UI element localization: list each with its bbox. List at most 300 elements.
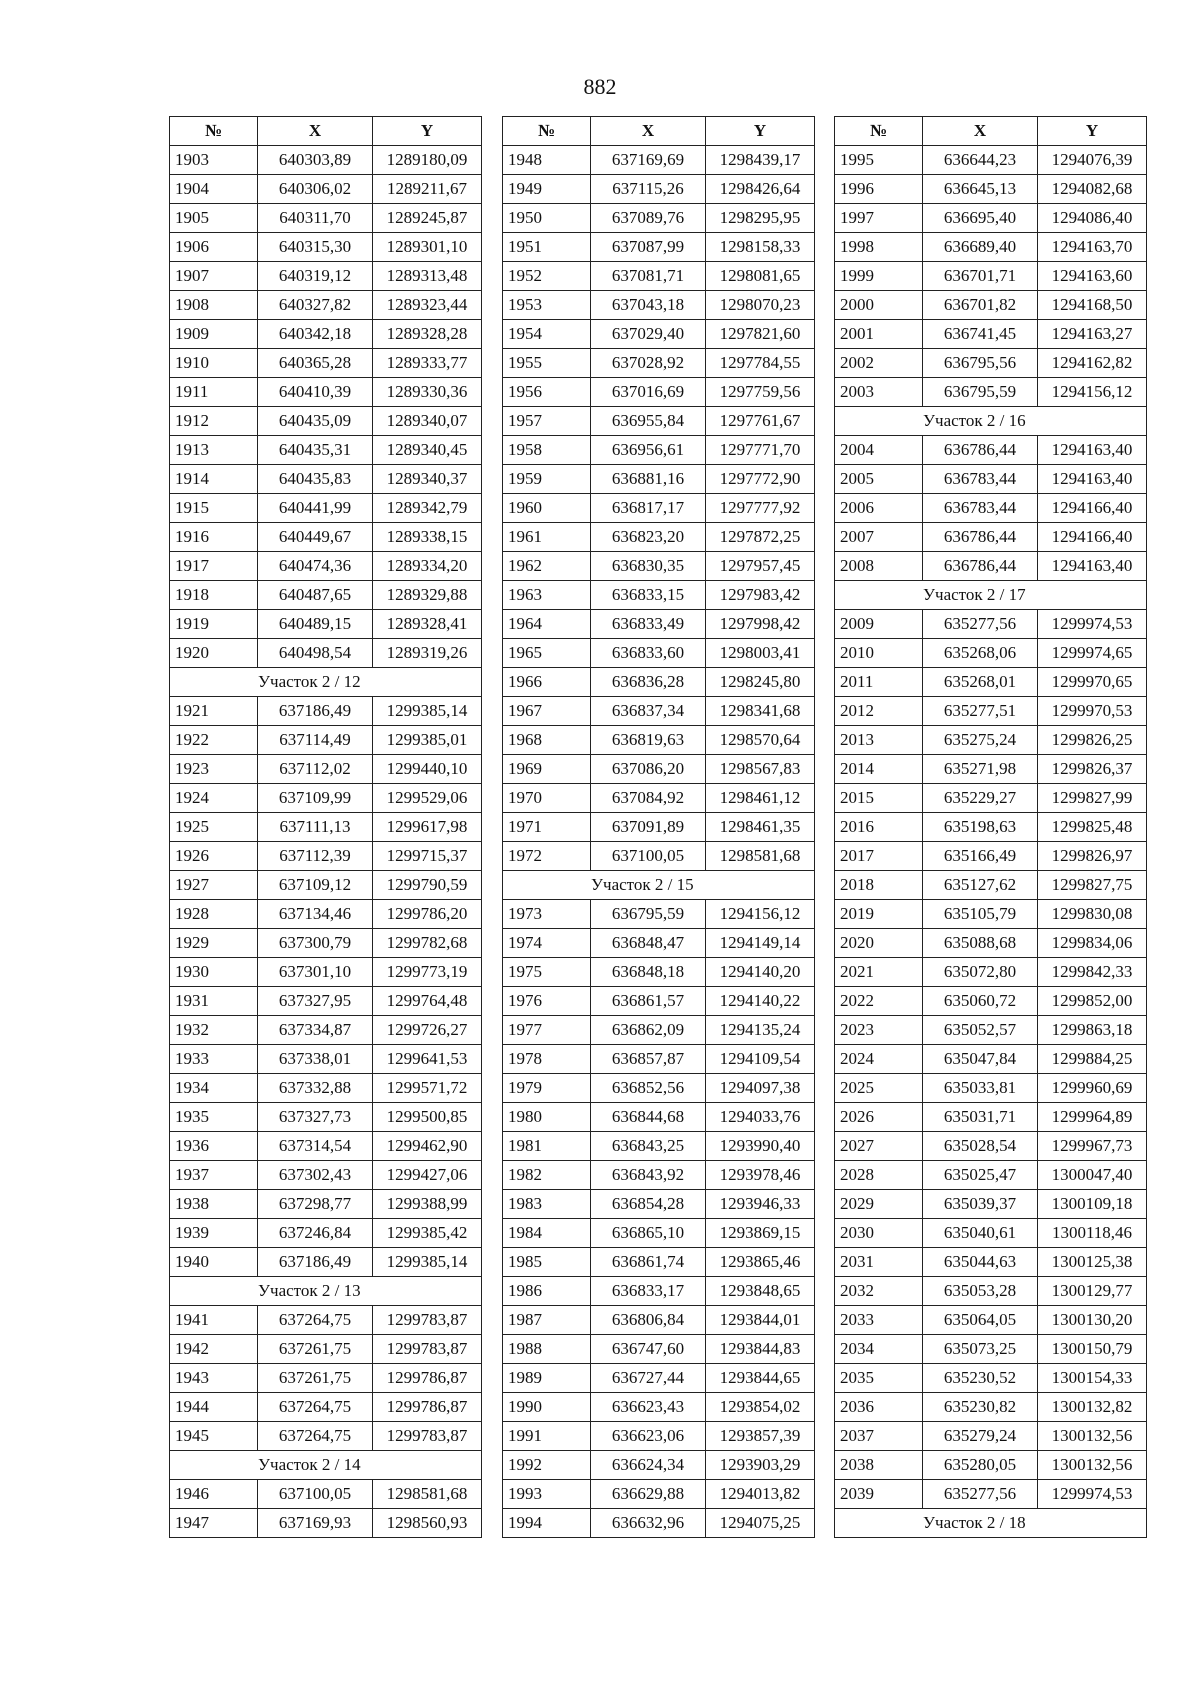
y-coordinate: 1297759,56	[706, 378, 815, 407]
point-number: 1979	[503, 1074, 591, 1103]
table-row	[503, 1480, 815, 1509]
x-coordinate: 640365,28	[258, 349, 373, 378]
table-row	[835, 552, 1147, 581]
point-number: 2003	[835, 378, 923, 407]
table-row	[835, 1074, 1147, 1103]
x-coordinate: 636727,44	[591, 1364, 706, 1393]
y-coordinate: 1298295,95	[706, 204, 815, 233]
y-coordinate: 1293844,83	[706, 1335, 815, 1364]
x-coordinate: 637327,95	[258, 987, 373, 1016]
table-row	[835, 1190, 1147, 1219]
point-number: 1916	[170, 523, 258, 552]
y-coordinate: 1298158,33	[706, 233, 815, 262]
table-row	[503, 1161, 815, 1190]
table-row	[503, 1219, 815, 1248]
table-row	[835, 1451, 1147, 1480]
y-coordinate: 1299827,75	[1038, 871, 1147, 900]
y-coordinate: 1294156,12	[706, 900, 815, 929]
y-coordinate: 1289313,48	[373, 262, 482, 291]
x-coordinate: 640327,82	[258, 291, 373, 320]
table-row	[170, 1335, 482, 1364]
table-row	[835, 813, 1147, 842]
point-number: 1997	[835, 204, 923, 233]
point-number: 2039	[835, 1480, 923, 1509]
table-row	[170, 233, 482, 262]
point-number: 1929	[170, 929, 258, 958]
point-number: 1960	[503, 494, 591, 523]
table-row	[835, 320, 1147, 349]
y-coordinate: 1299970,53	[1038, 697, 1147, 726]
point-number: 2023	[835, 1016, 923, 1045]
x-coordinate: 637112,39	[258, 842, 373, 871]
x-coordinate: 636786,44	[923, 552, 1038, 581]
y-coordinate: 1297872,25	[706, 523, 815, 552]
point-number: 2033	[835, 1306, 923, 1335]
x-coordinate: 636795,56	[923, 349, 1038, 378]
point-number: 1942	[170, 1335, 258, 1364]
point-number: 1937	[170, 1161, 258, 1190]
y-coordinate: 1299974,53	[1038, 1480, 1147, 1509]
table-row	[503, 1045, 815, 1074]
x-coordinate: 636795,59	[923, 378, 1038, 407]
table-row	[170, 1248, 482, 1277]
point-number: 1944	[170, 1393, 258, 1422]
point-number: 1919	[170, 610, 258, 639]
y-coordinate: 1294086,40	[1038, 204, 1147, 233]
table-row	[170, 987, 482, 1016]
x-coordinate: 637091,89	[591, 813, 706, 842]
point-number: 1986	[503, 1277, 591, 1306]
y-coordinate: 1294140,20	[706, 958, 815, 987]
x-coordinate: 635229,27	[923, 784, 1038, 813]
point-number: 2005	[835, 465, 923, 494]
section-row	[503, 871, 815, 900]
header-x: X	[591, 117, 706, 146]
point-number: 1914	[170, 465, 258, 494]
table-row	[503, 929, 815, 958]
table-row	[170, 291, 482, 320]
x-coordinate: 640489,15	[258, 610, 373, 639]
x-coordinate: 635268,06	[923, 639, 1038, 668]
y-coordinate: 1299773,19	[373, 958, 482, 987]
table-row	[170, 697, 482, 726]
table-row	[170, 175, 482, 204]
x-coordinate: 637261,75	[258, 1335, 373, 1364]
x-coordinate: 637334,87	[258, 1016, 373, 1045]
table-row	[503, 987, 815, 1016]
table-row	[503, 204, 815, 233]
table-row	[835, 639, 1147, 668]
point-number: 1967	[503, 697, 591, 726]
table-row	[835, 349, 1147, 378]
point-number: 2038	[835, 1451, 923, 1480]
x-coordinate: 635072,80	[923, 958, 1038, 987]
x-coordinate: 636857,87	[591, 1045, 706, 1074]
x-coordinate: 640441,99	[258, 494, 373, 523]
table-row	[170, 958, 482, 987]
x-coordinate: 636624,34	[591, 1451, 706, 1480]
y-coordinate: 1299842,33	[1038, 958, 1147, 987]
y-coordinate: 1298581,68	[373, 1480, 482, 1509]
table-row	[835, 842, 1147, 871]
x-coordinate: 636861,74	[591, 1248, 706, 1277]
point-number: 2022	[835, 987, 923, 1016]
point-number: 1983	[503, 1190, 591, 1219]
y-coordinate: 1299852,00	[1038, 987, 1147, 1016]
header-number: №	[503, 117, 591, 146]
point-number: 2024	[835, 1045, 923, 1074]
y-coordinate: 1298003,41	[706, 639, 815, 668]
point-number: 1908	[170, 291, 258, 320]
coordinates-table-3	[834, 116, 1147, 1538]
x-coordinate: 637109,99	[258, 784, 373, 813]
table-row	[835, 900, 1147, 929]
point-number: 1930	[170, 958, 258, 987]
point-number: 1924	[170, 784, 258, 813]
y-coordinate: 1299786,20	[373, 900, 482, 929]
y-coordinate: 1299500,85	[373, 1103, 482, 1132]
x-coordinate: 637261,75	[258, 1364, 373, 1393]
point-number: 1935	[170, 1103, 258, 1132]
point-number: 1996	[835, 175, 923, 204]
point-number: 2013	[835, 726, 923, 755]
x-coordinate: 637089,76	[591, 204, 706, 233]
y-coordinate: 1294156,12	[1038, 378, 1147, 407]
point-number: 1961	[503, 523, 591, 552]
header-y: Y	[1038, 117, 1147, 146]
x-coordinate: 635279,24	[923, 1422, 1038, 1451]
point-number: 1965	[503, 639, 591, 668]
x-coordinate: 640303,89	[258, 146, 373, 175]
x-coordinate: 640410,39	[258, 378, 373, 407]
header-number: №	[170, 117, 258, 146]
x-coordinate: 635277,56	[923, 1480, 1038, 1509]
point-number: 1987	[503, 1306, 591, 1335]
x-coordinate: 636701,82	[923, 291, 1038, 320]
y-coordinate: 1299385,01	[373, 726, 482, 755]
section-title: Участок 2 / 13	[170, 1277, 482, 1306]
y-coordinate: 1293857,39	[706, 1422, 815, 1451]
x-coordinate: 636689,40	[923, 233, 1038, 262]
table-row	[835, 1335, 1147, 1364]
table-row	[503, 1335, 815, 1364]
table-row	[170, 581, 482, 610]
y-coordinate: 1289301,10	[373, 233, 482, 262]
y-coordinate: 1298560,93	[373, 1509, 482, 1538]
table-row	[835, 494, 1147, 523]
x-coordinate: 636956,61	[591, 436, 706, 465]
y-coordinate: 1297761,67	[706, 407, 815, 436]
x-coordinate: 637114,49	[258, 726, 373, 755]
y-coordinate: 1289211,67	[373, 175, 482, 204]
point-number: 1906	[170, 233, 258, 262]
x-coordinate: 637100,05	[258, 1480, 373, 1509]
table-row	[835, 1364, 1147, 1393]
y-coordinate: 1289338,15	[373, 523, 482, 552]
point-number: 2027	[835, 1132, 923, 1161]
point-number: 1939	[170, 1219, 258, 1248]
table-row	[503, 1277, 815, 1306]
point-number: 1936	[170, 1132, 258, 1161]
x-coordinate: 636837,34	[591, 697, 706, 726]
x-coordinate: 640487,65	[258, 581, 373, 610]
section-row	[835, 407, 1147, 436]
x-coordinate: 640319,12	[258, 262, 373, 291]
table-row	[503, 552, 815, 581]
section-row	[170, 668, 482, 697]
table-row	[835, 436, 1147, 465]
table-row	[503, 262, 815, 291]
y-coordinate: 1294097,38	[706, 1074, 815, 1103]
point-number: 2007	[835, 523, 923, 552]
y-coordinate: 1300154,33	[1038, 1364, 1147, 1393]
point-number: 1984	[503, 1219, 591, 1248]
x-coordinate: 637081,71	[591, 262, 706, 291]
x-coordinate: 637100,05	[591, 842, 706, 871]
x-coordinate: 637302,43	[258, 1161, 373, 1190]
x-coordinate: 635105,79	[923, 900, 1038, 929]
x-coordinate: 640498,54	[258, 639, 373, 668]
point-number: 2006	[835, 494, 923, 523]
x-coordinate: 637111,13	[258, 813, 373, 842]
table-row	[835, 523, 1147, 552]
x-coordinate: 635073,25	[923, 1335, 1038, 1364]
table-row	[503, 291, 815, 320]
y-coordinate: 1299617,98	[373, 813, 482, 842]
point-number: 1922	[170, 726, 258, 755]
point-number: 1949	[503, 175, 591, 204]
y-coordinate: 1298570,64	[706, 726, 815, 755]
table-row	[835, 1045, 1147, 1074]
point-number: 2015	[835, 784, 923, 813]
point-number: 1910	[170, 349, 258, 378]
x-coordinate: 636786,44	[923, 523, 1038, 552]
x-coordinate: 635230,52	[923, 1364, 1038, 1393]
x-coordinate: 636747,60	[591, 1335, 706, 1364]
point-number: 2026	[835, 1103, 923, 1132]
point-number: 2008	[835, 552, 923, 581]
y-coordinate: 1299427,06	[373, 1161, 482, 1190]
y-coordinate: 1300150,79	[1038, 1335, 1147, 1364]
point-number: 2031	[835, 1248, 923, 1277]
point-number: 1938	[170, 1190, 258, 1219]
y-coordinate: 1294163,40	[1038, 552, 1147, 581]
point-number: 1954	[503, 320, 591, 349]
x-coordinate: 635230,82	[923, 1393, 1038, 1422]
y-coordinate: 1299967,73	[1038, 1132, 1147, 1161]
y-coordinate: 1289180,09	[373, 146, 482, 175]
point-number: 1988	[503, 1335, 591, 1364]
point-number: 1990	[503, 1393, 591, 1422]
x-coordinate: 637016,69	[591, 378, 706, 407]
y-coordinate: 1289323,44	[373, 291, 482, 320]
x-coordinate: 637298,77	[258, 1190, 373, 1219]
y-coordinate: 1299783,87	[373, 1306, 482, 1335]
point-number: 1972	[503, 842, 591, 871]
y-coordinate: 1298567,83	[706, 755, 815, 784]
point-number: 2017	[835, 842, 923, 871]
point-number: 2018	[835, 871, 923, 900]
x-coordinate: 635275,24	[923, 726, 1038, 755]
table-row	[503, 1306, 815, 1335]
point-number: 2036	[835, 1393, 923, 1422]
point-number: 1943	[170, 1364, 258, 1393]
table-row	[835, 668, 1147, 697]
x-coordinate: 637186,49	[258, 1248, 373, 1277]
point-number: 1976	[503, 987, 591, 1016]
y-coordinate: 1298341,68	[706, 697, 815, 726]
point-number: 1920	[170, 639, 258, 668]
table-row	[170, 871, 482, 900]
point-number: 1911	[170, 378, 258, 407]
table-row	[835, 262, 1147, 291]
x-coordinate: 636795,59	[591, 900, 706, 929]
y-coordinate: 1294163,27	[1038, 320, 1147, 349]
table-row	[835, 175, 1147, 204]
table-row	[170, 726, 482, 755]
y-coordinate: 1299385,14	[373, 697, 482, 726]
table-row	[170, 1422, 482, 1451]
y-coordinate: 1300132,56	[1038, 1451, 1147, 1480]
point-number: 1980	[503, 1103, 591, 1132]
y-coordinate: 1299641,53	[373, 1045, 482, 1074]
point-number: 1907	[170, 262, 258, 291]
table-row	[170, 1016, 482, 1045]
table-row	[503, 1248, 815, 1277]
x-coordinate: 635060,72	[923, 987, 1038, 1016]
table-row	[503, 146, 815, 175]
coordinates-table-1	[169, 116, 482, 1538]
y-coordinate: 1298461,35	[706, 813, 815, 842]
y-coordinate: 1293990,40	[706, 1132, 815, 1161]
table-row	[835, 204, 1147, 233]
y-coordinate: 1294033,76	[706, 1103, 815, 1132]
y-coordinate: 1297957,45	[706, 552, 815, 581]
point-number: 2000	[835, 291, 923, 320]
y-coordinate: 1293854,02	[706, 1393, 815, 1422]
table-row	[170, 523, 482, 552]
table-row	[503, 755, 815, 784]
y-coordinate: 1298245,80	[706, 668, 815, 697]
table-row	[170, 610, 482, 639]
point-number: 2030	[835, 1219, 923, 1248]
point-number: 1905	[170, 204, 258, 233]
x-coordinate: 640306,02	[258, 175, 373, 204]
point-number: 1904	[170, 175, 258, 204]
coordinates-table-2	[502, 116, 815, 1538]
header-y: Y	[706, 117, 815, 146]
y-coordinate: 1299764,48	[373, 987, 482, 1016]
point-number: 1928	[170, 900, 258, 929]
table-row	[503, 668, 815, 697]
section-row	[835, 1509, 1147, 1538]
table-row	[503, 1393, 815, 1422]
point-number: 1992	[503, 1451, 591, 1480]
point-number: 1998	[835, 233, 923, 262]
x-coordinate: 635277,51	[923, 697, 1038, 726]
point-number: 1982	[503, 1161, 591, 1190]
header-x: X	[258, 117, 373, 146]
y-coordinate: 1299786,87	[373, 1393, 482, 1422]
point-number: 1995	[835, 146, 923, 175]
table-row	[835, 1132, 1147, 1161]
table-row	[835, 1161, 1147, 1190]
point-number: 1941	[170, 1306, 258, 1335]
table-row	[503, 1509, 815, 1538]
point-number: 2010	[835, 639, 923, 668]
y-coordinate: 1299385,14	[373, 1248, 482, 1277]
y-coordinate: 1299960,69	[1038, 1074, 1147, 1103]
point-number: 1968	[503, 726, 591, 755]
table-row	[835, 726, 1147, 755]
table-row	[835, 1103, 1147, 1132]
x-coordinate: 637327,73	[258, 1103, 373, 1132]
y-coordinate: 1289319,26	[373, 639, 482, 668]
x-coordinate: 636830,35	[591, 552, 706, 581]
x-coordinate: 635127,62	[923, 871, 1038, 900]
x-coordinate: 640435,83	[258, 465, 373, 494]
point-number: 1956	[503, 378, 591, 407]
table-row	[170, 436, 482, 465]
table-row	[835, 784, 1147, 813]
y-coordinate: 1297998,42	[706, 610, 815, 639]
x-coordinate: 637338,01	[258, 1045, 373, 1074]
table-row	[835, 929, 1147, 958]
table-row	[503, 465, 815, 494]
x-coordinate: 636786,44	[923, 436, 1038, 465]
point-number: 1981	[503, 1132, 591, 1161]
y-coordinate: 1300125,38	[1038, 1248, 1147, 1277]
point-number: 1970	[503, 784, 591, 813]
table-row	[503, 784, 815, 813]
y-coordinate: 1293844,01	[706, 1306, 815, 1335]
point-number: 1955	[503, 349, 591, 378]
section-title: Участок 2 / 18	[835, 1509, 1147, 1538]
x-coordinate: 635271,98	[923, 755, 1038, 784]
table-row	[170, 842, 482, 871]
y-coordinate: 1299964,89	[1038, 1103, 1147, 1132]
x-coordinate: 637314,54	[258, 1132, 373, 1161]
y-coordinate: 1289328,41	[373, 610, 482, 639]
point-number: 1912	[170, 407, 258, 436]
y-coordinate: 1298461,12	[706, 784, 815, 813]
point-number: 2020	[835, 929, 923, 958]
table-row	[170, 465, 482, 494]
x-coordinate: 636844,68	[591, 1103, 706, 1132]
y-coordinate: 1294013,82	[706, 1480, 815, 1509]
y-coordinate: 1293865,46	[706, 1248, 815, 1277]
table-row	[835, 1248, 1147, 1277]
x-coordinate: 637028,92	[591, 349, 706, 378]
y-coordinate: 1297777,92	[706, 494, 815, 523]
y-coordinate: 1293978,46	[706, 1161, 815, 1190]
table-row	[503, 581, 815, 610]
point-number: 1940	[170, 1248, 258, 1277]
table-row	[170, 1364, 482, 1393]
x-coordinate: 635040,61	[923, 1219, 1038, 1248]
y-coordinate: 1289334,20	[373, 552, 482, 581]
point-number: 2037	[835, 1422, 923, 1451]
y-coordinate: 1300047,40	[1038, 1161, 1147, 1190]
y-coordinate: 1300132,56	[1038, 1422, 1147, 1451]
point-number: 2032	[835, 1277, 923, 1306]
y-coordinate: 1299974,53	[1038, 610, 1147, 639]
point-number: 1958	[503, 436, 591, 465]
section-title: Участок 2 / 14	[170, 1451, 482, 1480]
x-coordinate: 636955,84	[591, 407, 706, 436]
y-coordinate: 1299783,87	[373, 1335, 482, 1364]
table-row	[170, 204, 482, 233]
